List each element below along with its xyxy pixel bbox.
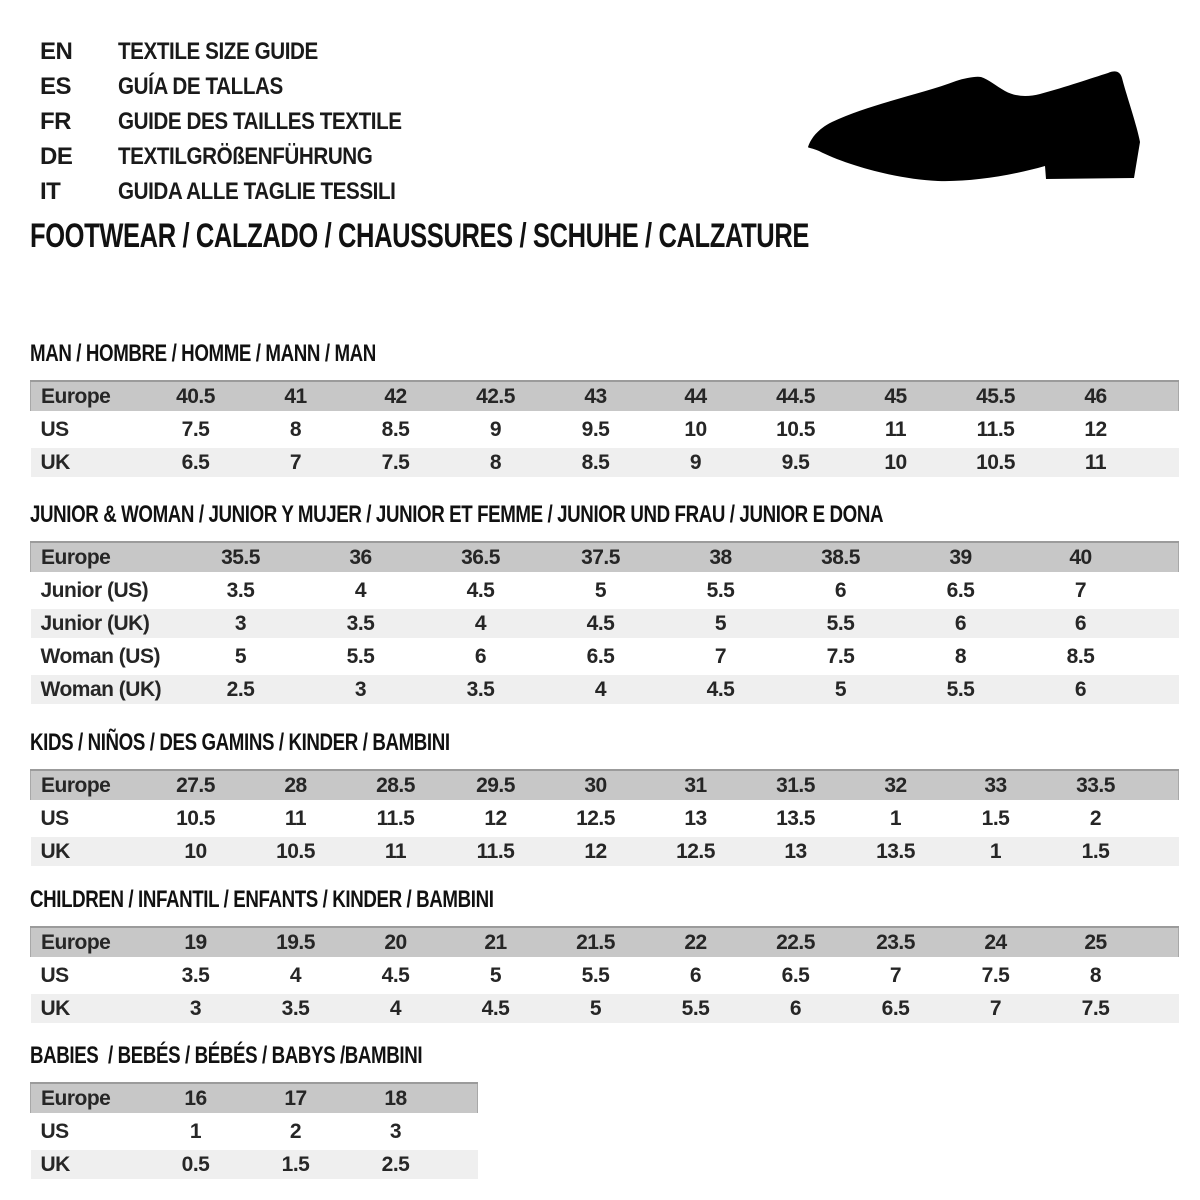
size-table-babies — [30, 1082, 478, 1183]
size-cell: 39 — [901, 542, 1021, 574]
size-section-babies — [30, 1043, 533, 1183]
size-cell: 4 — [421, 607, 541, 640]
row-label: Europe — [31, 1083, 146, 1115]
section-title-junior-woman: JUNIOR & WOMAN / JUNIOR Y MUJER / JUNIOR ET FEMME / JUNIOR UND FRAU / JUNIOR E DONA — [30, 501, 884, 528]
filler-cell — [1141, 574, 1179, 607]
size-cell: 16 — [146, 1083, 246, 1115]
size-cell: 12.5 — [646, 835, 746, 868]
filler-cell — [446, 1115, 478, 1148]
size-cell: 10.5 — [146, 802, 246, 835]
table-row — [31, 1083, 478, 1115]
size-cell: 9 — [446, 413, 546, 446]
filler-cell — [1146, 992, 1179, 1025]
row-label: Europe — [31, 381, 146, 413]
size-cell: 7 — [661, 640, 781, 673]
size-cell: 3.5 — [301, 607, 421, 640]
size-cell: 22.5 — [746, 927, 846, 959]
size-cell: 4.5 — [446, 992, 546, 1025]
filler-cell — [446, 1083, 478, 1115]
size-cell: 1.5 — [1046, 835, 1146, 868]
language-row-de — [40, 139, 448, 174]
size-cell: 6.5 — [541, 640, 661, 673]
size-cell: 7 — [1021, 574, 1141, 607]
size-cell: 10.5 — [246, 835, 346, 868]
size-cell: 4 — [346, 992, 446, 1025]
size-cell: 9 — [646, 446, 746, 479]
size-cell: 19.5 — [246, 927, 346, 959]
size-cell: 13.5 — [746, 802, 846, 835]
size-cell: 11 — [1046, 446, 1146, 479]
size-cell: 37.5 — [541, 542, 661, 574]
row-label: UK — [31, 1148, 146, 1181]
size-cell: 6.5 — [146, 446, 246, 479]
size-cell: 31 — [646, 770, 746, 802]
filler-cell — [1146, 959, 1179, 992]
table-row — [31, 927, 1179, 959]
size-cell: 1 — [846, 802, 946, 835]
table-row — [31, 673, 1179, 706]
size-cell: 7 — [246, 446, 346, 479]
size-cell: 2 — [246, 1115, 346, 1148]
size-cell: 40.5 — [146, 381, 246, 413]
filler-cell — [1146, 413, 1179, 446]
size-cell: 6 — [746, 992, 846, 1025]
row-label: Europe — [31, 770, 146, 802]
language-code: EN — [40, 37, 73, 65]
size-cell: 21.5 — [546, 927, 646, 959]
row-label: Woman (US) — [31, 640, 181, 673]
section-title-children: CHILDREN / INFANTIL / ENFANTS / KINDER / BAMBINI — [30, 886, 494, 913]
size-cell: 5 — [541, 574, 661, 607]
size-cell: 13 — [746, 835, 846, 868]
language-row-fr — [40, 104, 448, 139]
size-cell: 45 — [846, 381, 946, 413]
size-cell: 11 — [246, 802, 346, 835]
filler-cell — [1141, 640, 1179, 673]
filler-cell — [1141, 542, 1179, 574]
size-cell: 5 — [546, 992, 646, 1025]
size-cell: 42.5 — [446, 381, 546, 413]
filler-cell — [1146, 770, 1179, 802]
size-cell: 5 — [781, 673, 901, 706]
size-cell: 7.5 — [781, 640, 901, 673]
size-cell: 4.5 — [661, 673, 781, 706]
table-row — [31, 1115, 478, 1148]
size-cell: 45.5 — [946, 381, 1046, 413]
size-cell: 6 — [646, 959, 746, 992]
size-cell: 10.5 — [746, 413, 846, 446]
table-row — [31, 992, 1179, 1025]
size-cell: 28 — [246, 770, 346, 802]
size-cell: 11.5 — [346, 802, 446, 835]
table-row — [31, 542, 1179, 574]
size-cell: 33 — [946, 770, 1046, 802]
size-cell: 7.5 — [146, 413, 246, 446]
size-cell: 8 — [446, 446, 546, 479]
size-cell: 46 — [1046, 381, 1146, 413]
size-cell: 5.5 — [781, 607, 901, 640]
size-cell: 5 — [181, 640, 301, 673]
size-cell: 8.5 — [1021, 640, 1141, 673]
row-label: Europe — [31, 927, 146, 959]
language-title: TEXTILGRÖßENFÜHRUNG — [118, 142, 373, 170]
table-row — [31, 640, 1179, 673]
size-cell: 18 — [346, 1083, 446, 1115]
language-code: ES — [40, 72, 72, 100]
size-cell: 1 — [946, 835, 1046, 868]
size-cell: 7.5 — [1046, 992, 1146, 1025]
table-row — [31, 770, 1179, 802]
table-row — [31, 607, 1179, 640]
size-cell: 5 — [446, 959, 546, 992]
size-cell: 12.5 — [546, 802, 646, 835]
size-cell: 1.5 — [946, 802, 1046, 835]
size-cell: 32 — [846, 770, 946, 802]
size-cell: 33.5 — [1046, 770, 1146, 802]
size-cell: 8.5 — [546, 446, 646, 479]
size-cell: 2.5 — [181, 673, 301, 706]
size-cell: 4.5 — [421, 574, 541, 607]
size-cell: 7.5 — [346, 446, 446, 479]
size-cell: 19 — [146, 927, 246, 959]
row-label: UK — [31, 446, 146, 479]
language-title: GUIDA ALLE TAGLIE TESSILI — [118, 177, 396, 205]
table-row — [31, 413, 1179, 446]
table-row — [31, 802, 1179, 835]
size-cell: 29.5 — [446, 770, 546, 802]
section-title-man: MAN / HOMBRE / HOMME / MANN / MAN — [30, 340, 376, 367]
size-section-children — [30, 887, 1179, 1027]
size-cell: 13 — [646, 802, 746, 835]
size-cell: 3 — [301, 673, 421, 706]
size-cell: 3.5 — [146, 959, 246, 992]
size-cell: 3 — [146, 992, 246, 1025]
table-row — [31, 959, 1179, 992]
size-cell: 8.5 — [346, 413, 446, 446]
size-section-man — [30, 341, 1179, 481]
size-cell: 7 — [946, 992, 1046, 1025]
size-cell: 4 — [541, 673, 661, 706]
size-cell: 40 — [1021, 542, 1141, 574]
language-code: FR — [40, 107, 71, 135]
filler-cell — [1146, 802, 1179, 835]
size-cell: 31.5 — [746, 770, 846, 802]
row-label: UK — [31, 835, 146, 868]
filler-cell — [1146, 381, 1179, 413]
size-cell: 10 — [846, 446, 946, 479]
row-label: US — [31, 802, 146, 835]
size-cell: 11.5 — [446, 835, 546, 868]
language-title-list — [40, 34, 448, 209]
size-cell: 6 — [781, 574, 901, 607]
size-cell: 20 — [346, 927, 446, 959]
size-cell: 4.5 — [346, 959, 446, 992]
table-row — [31, 381, 1179, 413]
language-row-es — [40, 69, 448, 104]
size-cell: 12 — [446, 802, 546, 835]
size-cell: 5.5 — [646, 992, 746, 1025]
size-cell: 4 — [246, 959, 346, 992]
size-cell: 6 — [1021, 673, 1141, 706]
size-cell: 2 — [1046, 802, 1146, 835]
size-cell: 5.5 — [301, 640, 421, 673]
language-row-en — [40, 34, 448, 69]
language-title: GUÍA DE TALLAS — [118, 72, 283, 100]
size-cell: 23.5 — [846, 927, 946, 959]
size-table-junior-woman — [30, 541, 1179, 708]
size-cell: 30 — [546, 770, 646, 802]
filler-cell — [1141, 607, 1179, 640]
row-label: US — [31, 1115, 146, 1148]
size-cell: 2.5 — [346, 1148, 446, 1181]
size-cell: 38.5 — [781, 542, 901, 574]
size-cell: 22 — [646, 927, 746, 959]
row-label: UK — [31, 992, 146, 1025]
size-cell: 6 — [1021, 607, 1141, 640]
size-cell: 41 — [246, 381, 346, 413]
size-cell: 8 — [901, 640, 1021, 673]
filler-cell — [1146, 446, 1179, 479]
size-cell: 38 — [661, 542, 781, 574]
size-cell: 1 — [146, 1115, 246, 1148]
size-cell: 6.5 — [746, 959, 846, 992]
size-cell: 36.5 — [421, 542, 541, 574]
size-cell: 3 — [181, 607, 301, 640]
size-cell: 8 — [1046, 959, 1146, 992]
size-cell: 1.5 — [246, 1148, 346, 1181]
size-cell: 4 — [301, 574, 421, 607]
language-row-it — [40, 174, 448, 209]
size-cell: 6.5 — [846, 992, 946, 1025]
size-cell: 11 — [846, 413, 946, 446]
size-cell: 6 — [421, 640, 541, 673]
size-cell: 3.5 — [421, 673, 541, 706]
size-cell: 11.5 — [946, 413, 1046, 446]
row-label: Europe — [31, 542, 181, 574]
size-cell: 9.5 — [746, 446, 846, 479]
table-row — [31, 574, 1179, 607]
shoe-icon — [790, 50, 1170, 220]
size-cell: 28.5 — [346, 770, 446, 802]
row-label: Woman (UK) — [31, 673, 181, 706]
filler-cell — [1146, 927, 1179, 959]
size-table-kids — [30, 769, 1179, 870]
size-section-kids — [30, 730, 1179, 870]
size-cell: 10 — [146, 835, 246, 868]
section-title-kids: KIDS / NIÑOS / DES GAMINS / KINDER / BAMBINI — [30, 729, 450, 756]
size-table-man — [30, 380, 1179, 481]
language-code: IT — [40, 177, 61, 205]
size-cell: 4.5 — [541, 607, 661, 640]
size-cell: 13.5 — [846, 835, 946, 868]
size-cell: 27.5 — [146, 770, 246, 802]
size-cell: 17 — [246, 1083, 346, 1115]
size-cell: 0.5 — [146, 1148, 246, 1181]
size-table-children — [30, 926, 1179, 1027]
size-cell: 21 — [446, 927, 546, 959]
size-cell: 7.5 — [946, 959, 1046, 992]
size-cell: 7 — [846, 959, 946, 992]
language-code: DE — [40, 142, 73, 170]
row-label: US — [31, 413, 146, 446]
size-cell: 10.5 — [946, 446, 1046, 479]
size-cell: 44.5 — [746, 381, 846, 413]
table-row — [31, 446, 1179, 479]
size-cell: 5.5 — [901, 673, 1021, 706]
row-label: Junior (US) — [31, 574, 181, 607]
category-title: FOOTWEAR / CALZADO / CHAUSSURES / SCHUHE / CALZATURE — [30, 217, 810, 255]
language-title: TEXTILE SIZE GUIDE — [118, 37, 318, 65]
size-cell: 5 — [661, 607, 781, 640]
size-cell: 6 — [901, 607, 1021, 640]
row-label: Junior (UK) — [31, 607, 181, 640]
size-cell: 35.5 — [181, 542, 301, 574]
size-cell: 3.5 — [181, 574, 301, 607]
size-cell: 3 — [346, 1115, 446, 1148]
size-cell: 6.5 — [901, 574, 1021, 607]
size-cell: 24 — [946, 927, 1046, 959]
size-cell: 44 — [646, 381, 746, 413]
size-cell: 3.5 — [246, 992, 346, 1025]
section-title-babies: BABIES / BEBÉS / BÉBÉS / BABYS /BAMBINI — [30, 1042, 423, 1069]
size-cell: 5.5 — [661, 574, 781, 607]
size-section-junior-woman — [30, 502, 1179, 708]
filler-cell — [446, 1148, 478, 1181]
table-row — [31, 835, 1179, 868]
size-cell: 8 — [246, 413, 346, 446]
size-cell: 5.5 — [546, 959, 646, 992]
table-row — [31, 1148, 478, 1181]
size-cell: 12 — [1046, 413, 1146, 446]
size-cell: 10 — [646, 413, 746, 446]
size-cell: 43 — [546, 381, 646, 413]
size-cell: 9.5 — [546, 413, 646, 446]
row-label: US — [31, 959, 146, 992]
size-cell: 25 — [1046, 927, 1146, 959]
filler-cell — [1146, 835, 1179, 868]
size-cell: 12 — [546, 835, 646, 868]
language-title: GUIDE DES TAILLES TEXTILE — [118, 107, 402, 135]
size-cell: 36 — [301, 542, 421, 574]
size-cell: 11 — [346, 835, 446, 868]
size-cell: 42 — [346, 381, 446, 413]
filler-cell — [1141, 673, 1179, 706]
